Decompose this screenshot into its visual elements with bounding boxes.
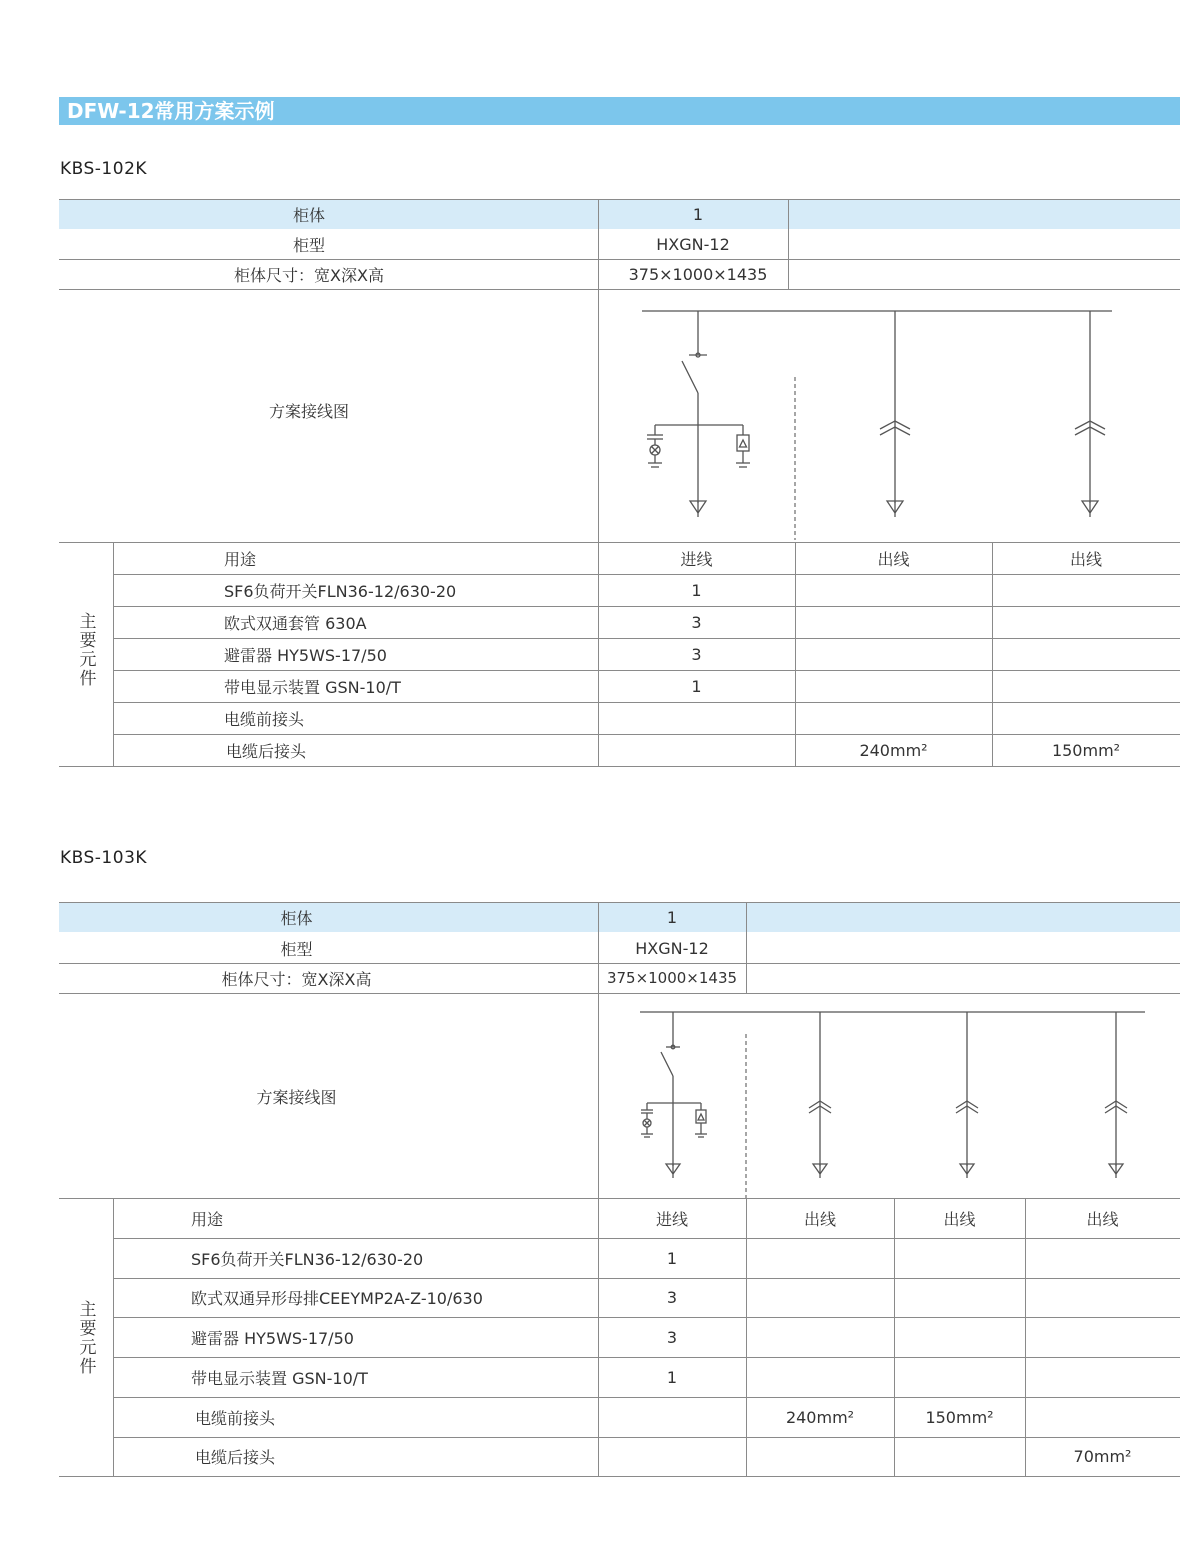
- load-switch: [661, 1052, 673, 1076]
- surge-arrester: [698, 1114, 704, 1120]
- cabinet-value: 1: [692, 204, 704, 224]
- component-name: 带电显示装置 GSN-10/T: [191, 1368, 368, 1388]
- component-qty: 1: [691, 580, 702, 600]
- component-name: 欧式双通套管 630A: [224, 613, 367, 633]
- type-label: 柜型: [292, 235, 325, 255]
- component-qty: 70mm²: [1073, 1447, 1132, 1466]
- component-qty: [598, 734, 795, 766]
- component-qty: 3: [666, 1288, 678, 1307]
- component-qty: [992, 606, 1180, 638]
- component-qty: [992, 574, 1180, 606]
- component-qty: [992, 670, 1180, 702]
- cabinet-label: 柜体: [280, 908, 313, 928]
- component-qty: 3: [691, 612, 702, 632]
- component-qty: 1: [666, 1367, 678, 1387]
- component-qty: [598, 1397, 746, 1437]
- surge-arrester: [737, 435, 749, 451]
- usage-outgoing: 出线: [877, 549, 910, 569]
- rule: [113, 542, 114, 766]
- component-qty: 1: [691, 676, 702, 696]
- usage-label: 用途: [224, 549, 257, 569]
- scheme-1-model: KBS-102K: [60, 159, 148, 179]
- rule: [113, 1198, 114, 1476]
- size-label: 柜体尺寸：宽X深X高: [234, 265, 384, 285]
- component-name: 避雷器 HY5WS-17/50: [224, 645, 387, 665]
- component-name: 避雷器 HY5WS-17/50: [191, 1328, 354, 1348]
- component-qty: [795, 606, 992, 638]
- component-qty: [746, 1357, 894, 1397]
- load-switch: [682, 361, 698, 393]
- component-name: 电缆前接头: [224, 709, 305, 729]
- surge-arrester: [740, 440, 747, 447]
- rule: [59, 1476, 1180, 1477]
- type-value: HXGN-12: [635, 938, 709, 958]
- component-qty: 150mm²: [925, 1407, 994, 1427]
- usage-outgoing: 出线: [1069, 549, 1102, 569]
- component-qty: [1025, 1397, 1180, 1437]
- main-components-label: 主要元件: [75, 1300, 96, 1376]
- component-qty: [746, 1437, 894, 1476]
- component-qty: [894, 1317, 1025, 1357]
- component-qty: [598, 1437, 746, 1476]
- component-qty: [1025, 1357, 1180, 1397]
- component-qty: 3: [666, 1327, 678, 1347]
- component-qty: [894, 1278, 1025, 1317]
- component-qty: [746, 1278, 894, 1317]
- usage-incoming: 进线: [655, 1209, 688, 1229]
- component-name: 带电显示装置 GSN-10/T: [224, 677, 401, 697]
- usage-outgoing: 出线: [943, 1209, 976, 1229]
- component-qty: 3: [691, 644, 702, 664]
- component-name: SF6负荷开关FLN36-12/630-20: [224, 581, 457, 601]
- component-name: 欧式双通异形母排CEEYMP2A-Z-10/630: [191, 1289, 483, 1308]
- surge-arrester: [696, 1110, 706, 1123]
- diagram-label: 方案接线图: [268, 401, 349, 421]
- component-qty: [795, 670, 992, 702]
- section-banner: [59, 97, 1180, 125]
- scheme-2-wiring-diagram: [600, 1000, 1160, 1198]
- component-qty: [894, 1357, 1025, 1397]
- usage-outgoing: 出线: [1086, 1209, 1119, 1229]
- component-qty: 1: [666, 1248, 678, 1268]
- component-qty: 240mm²: [785, 1407, 855, 1427]
- rule: [59, 289, 1180, 290]
- component-qty: [894, 1437, 1025, 1476]
- component-name: SF6负荷开关FLN36-12/630-20: [191, 1249, 424, 1269]
- component-qty: [795, 702, 992, 734]
- scheme-2-model: KBS-103K: [60, 848, 148, 868]
- type-label: 柜型: [280, 939, 313, 959]
- component-qty: [746, 1238, 894, 1278]
- diagram-label: 方案接线图: [256, 1087, 337, 1107]
- component-qty: [1025, 1317, 1180, 1357]
- size-value: 375×1000×1435: [606, 969, 738, 987]
- cabinet-label: 柜体: [292, 205, 325, 225]
- section-title: DFW-12常用方案示例: [67, 99, 275, 123]
- component-qty: [598, 702, 795, 734]
- component-qty: [992, 638, 1180, 670]
- rule: [59, 766, 1180, 767]
- component-qty: [795, 638, 992, 670]
- type-value: HXGN-12: [656, 234, 730, 254]
- component-name: 电缆后接头: [226, 741, 307, 761]
- size-value: 375×1000×1435: [628, 264, 768, 284]
- component-qty: 150mm²: [1051, 740, 1121, 760]
- component-qty: [992, 702, 1180, 734]
- component-name: 电缆前接头: [195, 1408, 276, 1428]
- usage-incoming: 进线: [680, 549, 713, 569]
- usage-outgoing: 出线: [803, 1209, 836, 1229]
- cabinet-value: 1: [666, 907, 678, 927]
- component-qty: [894, 1238, 1025, 1278]
- rule: [746, 902, 747, 993]
- component-qty: [795, 574, 992, 606]
- component-qty: [1025, 1238, 1180, 1278]
- component-name: 电缆后接头: [195, 1448, 276, 1467]
- size-label: 柜体尺寸：宽X深X高: [221, 969, 372, 989]
- usage-label: 用途: [191, 1209, 224, 1229]
- scheme-1-wiring-diagram: [600, 295, 1160, 540]
- main-components-label: 主要元件: [75, 612, 96, 688]
- component-qty: [1025, 1278, 1180, 1317]
- rule: [59, 993, 1180, 994]
- component-qty: 240mm²: [859, 740, 928, 760]
- component-qty: [746, 1317, 894, 1357]
